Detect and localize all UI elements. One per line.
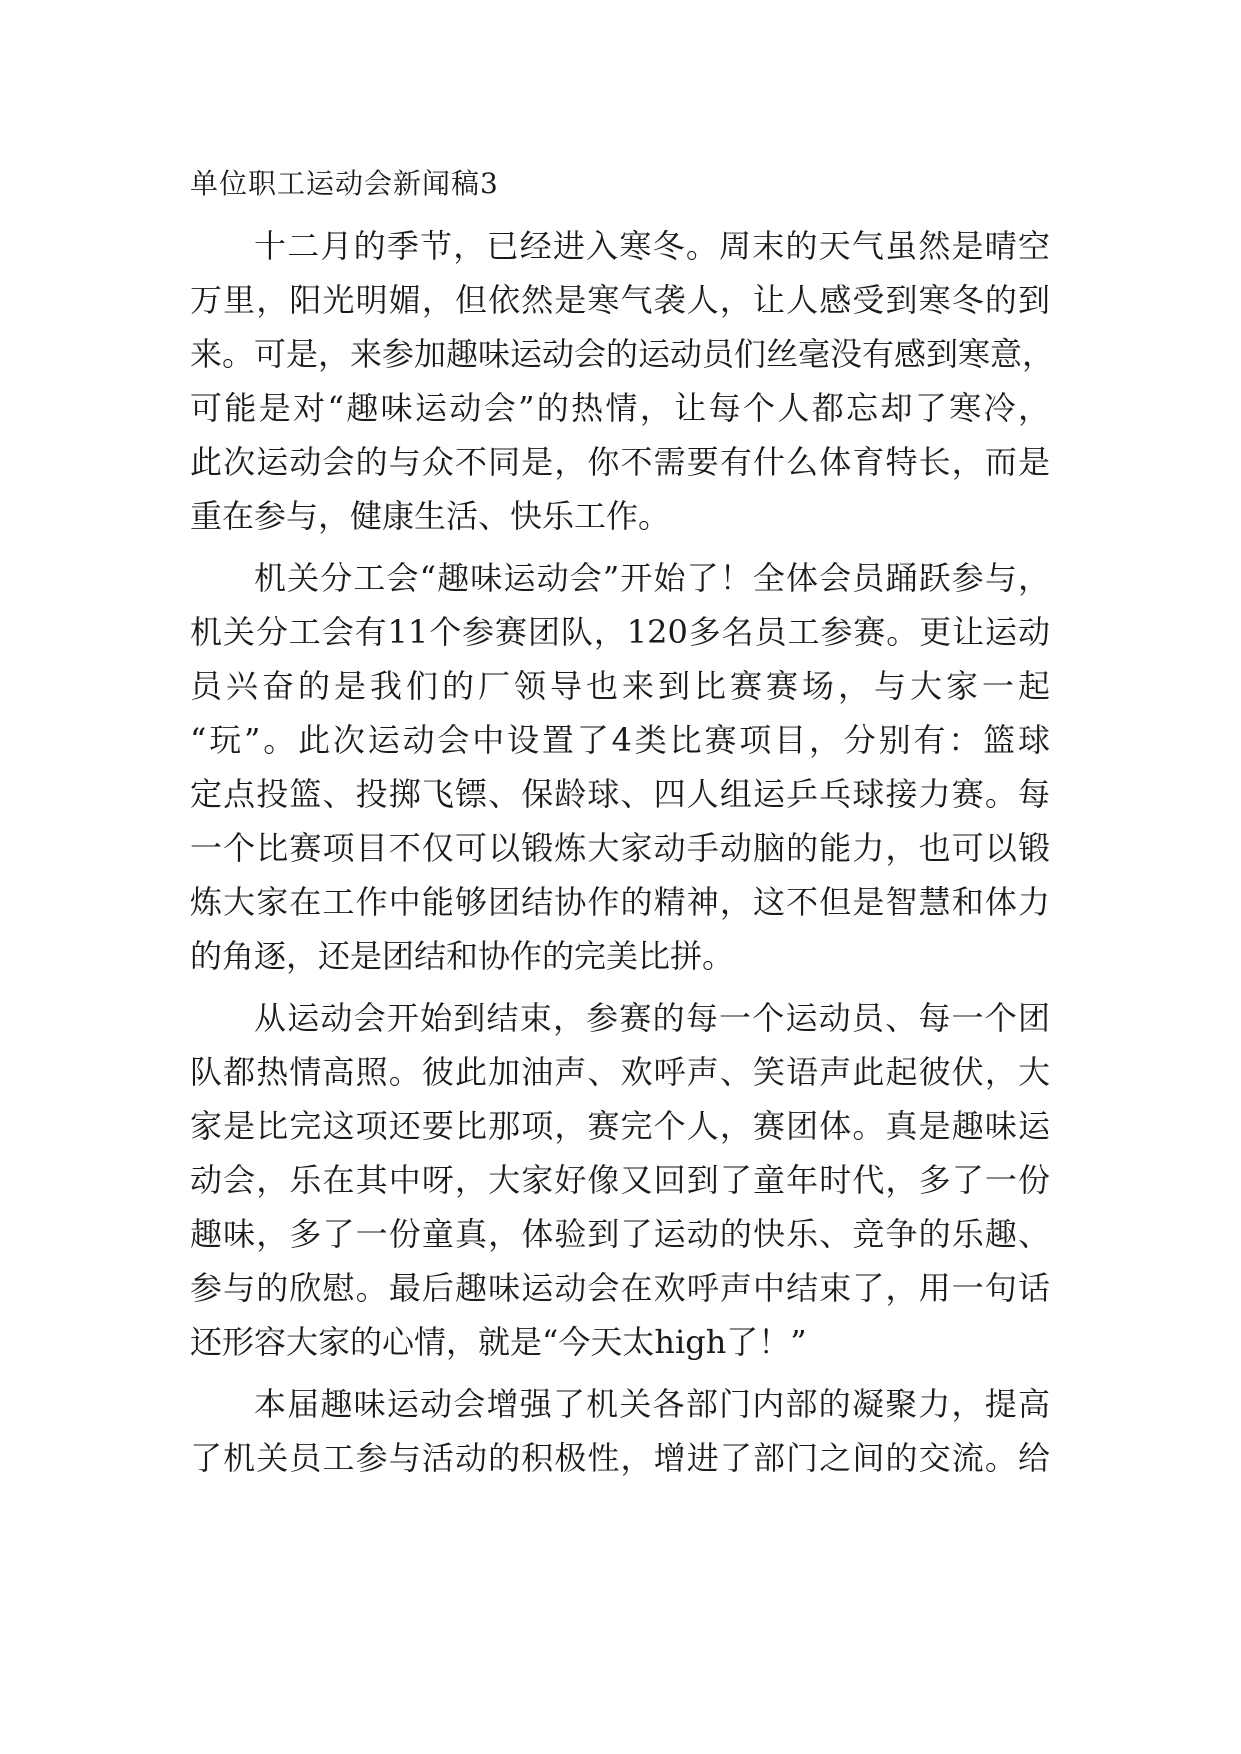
paragraph-2-line-6: 一个比赛项目不仅可以锻炼大家动手动脑的能力，也可以锻 xyxy=(190,829,1050,867)
paragraph-3-line-2: 队都热情高照。彼此加油声、欢呼声、笑语声此起彼伏，大 xyxy=(190,1053,1050,1091)
paragraph-2-line-5: 定点投篮、投掷飞镖、保龄球、四人组运乒乓球接力赛。每 xyxy=(190,775,1050,813)
paragraph-3-line-1: 从运动会开始到结束，参赛的每一个运动员、每一个团 xyxy=(254,999,1050,1037)
paragraph-1-line-2: 万里，阳光明媚，但依然是寒气袭人，让人感受到寒冬的到 xyxy=(190,281,1050,319)
paragraph-2-line-7: 炼大家在工作中能够团结协作的精神，这不但是智慧和体力 xyxy=(190,883,1050,921)
paragraph-1-line-1: 十二月的季节，已经进入寒冬。周末的天气虽然是晴空 xyxy=(254,227,1050,265)
paragraph-1-line-5: 此次运动会的与众不同是，你不需要有什么体育特长，而是 xyxy=(190,443,1050,481)
paragraph-4-line-1: 本届趣味运动会增强了机关各部门内部的凝聚力，提高 xyxy=(254,1385,1050,1423)
paragraph-4-line-2: 了机关员工参与活动的积极性，增进了部门之间的交流。给 xyxy=(190,1439,1050,1477)
paragraph-3-line-6: 参与的欣慰。最后趣味运动会在欢呼声中结束了，用一句话 xyxy=(190,1269,1050,1307)
paragraph-3-line-7: 还形容大家的心情，就是“今天太high了！” xyxy=(190,1323,807,1361)
paragraph-2-line-3: 员兴奋的是我们的厂领导也来到比赛赛场，与大家一起 xyxy=(190,667,1050,705)
paragraph-2-line-8: 的角逐，还是团结和协作的完美比拼。 xyxy=(190,937,735,975)
paragraph-1-line-3: 来。可是，来参加趣味运动会的运动员们丝毫没有感到寒意， xyxy=(190,335,1055,373)
paragraph-3-line-5: 趣味，多了一份童真，体验到了运动的快乐、竞争的乐趣、 xyxy=(190,1215,1050,1253)
document-title: 单位职工运动会新闻稿3 xyxy=(190,167,499,200)
paragraph-2-line-4: “玩”。此次运动会中设置了4类比赛项目，分别有：篮球 xyxy=(190,721,1050,759)
paragraph-3-line-3: 家是比完这项还要比那项，赛完个人，赛团体。真是趣味运 xyxy=(190,1107,1050,1145)
paragraph-2-line-2: 机关分工会有11个参赛团队，120多名员工参赛。更让运动 xyxy=(190,613,1050,651)
paragraph-2-line-1: 机关分工会“趣味运动会”开始了！全体会员踊跃参与， xyxy=(254,559,1050,597)
paragraph-3-line-4: 动会，乐在其中呀，大家好像又回到了童年时代，多了一份 xyxy=(190,1161,1050,1199)
paragraph-1-line-4: 可能是对“趣味运动会”的热情，让每个人都忘却了寒冷， xyxy=(190,389,1050,427)
paragraph-1-line-6: 重在参与，健康生活、快乐工作。 xyxy=(190,497,671,535)
